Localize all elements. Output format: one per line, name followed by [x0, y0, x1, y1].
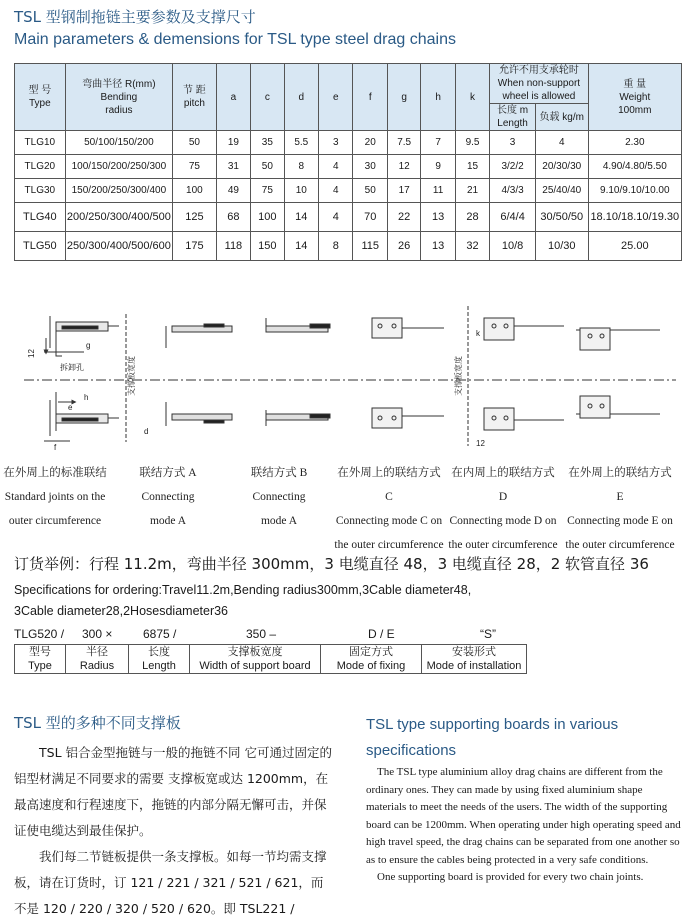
- table-cell: 32: [455, 232, 489, 261]
- field-fixing: 固定方式 Mode of fixing: [321, 645, 422, 674]
- table-cell: 4: [535, 131, 588, 155]
- section-title-en: TSL type supporting boards in various specifications: [366, 716, 619, 759]
- caption-line: the outer circumference: [565, 539, 675, 551]
- table-cell: 4: [319, 203, 353, 232]
- table-cell: 50: [251, 155, 284, 179]
- table-cell: TLG50: [15, 232, 66, 261]
- table-cell: 9.10/9.10/10.00: [588, 179, 681, 203]
- caption-0: [0, 461, 110, 533]
- table-cell: 9.5: [455, 131, 489, 155]
- dim-e: e: [68, 403, 73, 412]
- caption-line: Standard joints on the: [4, 491, 106, 503]
- code-length: 6875 /: [143, 627, 177, 641]
- table-cell: 68: [216, 203, 250, 232]
- connection-diagrams: [14, 296, 682, 456]
- page-title-cn: TSL 型钢制拖链主要参数及支撑尺寸: [14, 8, 256, 26]
- dim-g: g: [86, 341, 91, 350]
- table-cell: 13: [421, 232, 455, 261]
- table-cell: 18.10/18.10/19.30: [588, 203, 681, 232]
- table-cell: 30/50/50: [535, 203, 588, 232]
- table-cell: 50: [173, 131, 217, 155]
- table-cell: 11: [421, 179, 455, 203]
- table-row: [15, 179, 682, 203]
- table-cell: 12: [387, 155, 420, 179]
- page-title-en: Main parameters & demensions for TSL type steel drag chains: [14, 31, 456, 48]
- code-radius: 300 ×: [82, 627, 113, 641]
- table-cell: 200/250/300/400/500: [65, 203, 172, 232]
- header-e: e: [319, 64, 353, 131]
- table-cell: 13: [421, 203, 455, 232]
- header-load: 负载 kg/m: [535, 104, 588, 131]
- table-cell: 10/8: [490, 232, 536, 261]
- table-cell: 10/30: [535, 232, 588, 261]
- table-cell: 175: [173, 232, 217, 261]
- caption-line: the outer circumference: [334, 539, 444, 551]
- table-cell: 26: [387, 232, 420, 261]
- ordering-fields-table: [14, 644, 527, 674]
- table-cell: 2.30: [588, 131, 681, 155]
- table-row: [15, 131, 682, 155]
- dim-12-bottom: 12: [476, 439, 485, 448]
- table-cell: TLG40: [15, 203, 66, 232]
- table-cell: 4/3/3: [490, 179, 536, 203]
- table-cell: 50/100/150/200: [65, 131, 172, 155]
- caption-line: 在外周上的联结方式E: [568, 467, 672, 503]
- table-cell: 19: [216, 131, 250, 155]
- caption-5: [565, 461, 675, 557]
- table-cell: 20: [353, 131, 387, 155]
- caption-1: [113, 461, 223, 533]
- caption-line: Connecting mode E on: [567, 515, 673, 527]
- table-cell: 35: [251, 131, 284, 155]
- table-cell: 118: [216, 232, 250, 261]
- table-cell: 20/30/30: [535, 155, 588, 179]
- table-cell: 4: [319, 155, 353, 179]
- table-cell: 150: [251, 232, 284, 261]
- table-cell: 25/40/40: [535, 179, 588, 203]
- table-row: [15, 232, 682, 261]
- caption-line: Connecting: [141, 491, 195, 503]
- header-weight: 重 量 Weight 100mm: [588, 64, 681, 131]
- caption-line: Connecting mode C on: [335, 515, 443, 527]
- table-cell: 250/300/400/500/600: [65, 232, 172, 261]
- header-type: 型 号 Type: [15, 64, 66, 131]
- ordering-title-cn: 订货举例：行程 11.2m，弯曲半径 300mm，3 电缆直径 48，3 电缆直径 28，2 软管直径 36: [14, 555, 649, 573]
- header-nonsupport: 允许不用支承轮时 When non-support wheel is allowed: [490, 64, 588, 104]
- header-c: c: [251, 64, 284, 131]
- caption-2: [224, 461, 334, 533]
- field-length: 长度 Length: [129, 645, 190, 674]
- table-cell: 10: [284, 179, 318, 203]
- table-cell: 115: [353, 232, 387, 261]
- table-cell: 30: [353, 155, 387, 179]
- hole-label: 拆卸孔: [60, 363, 84, 372]
- field-radius: 半径 Radius: [66, 645, 129, 674]
- table-cell: 31: [216, 155, 250, 179]
- caption-4: [448, 461, 558, 557]
- caption-line: mode A: [149, 515, 187, 527]
- table-row: [15, 203, 682, 232]
- table-cell: 6/4/4: [490, 203, 536, 232]
- header-f: f: [353, 64, 387, 131]
- dim-d: d: [144, 427, 149, 436]
- table-cell: TLG20: [15, 155, 66, 179]
- table-cell: 8: [284, 155, 318, 179]
- table-cell: 100: [251, 203, 284, 232]
- caption-line: Connecting: [252, 491, 306, 503]
- section-body-cn: TSL 铝合金型拖链与一般的拖链不同 它可通过固定的铝型材满足不同要求的需要 支撑板宽或达 1200mm，在最高速度和行程速度下，拖链的内部分隔无懈可击，并保证使电缆达到最佳保护。 我们每二节链板提供一条支撑板。如每一节均需支撑板，请在订货时，订 121 / 221 / 321 / 521 / 621，而不是 120 / 220 / 320 / 520 / 620。即 TSL221 /: [14, 745, 332, 916]
- table-cell: 100: [173, 179, 217, 203]
- header-g: g: [387, 64, 420, 131]
- table-cell: 75: [173, 155, 217, 179]
- caption-line: mode A: [260, 515, 298, 527]
- table-cell: 100/150/200/250/300: [65, 155, 172, 179]
- table-cell: 22: [387, 203, 420, 232]
- table-cell: 49: [216, 179, 250, 203]
- section-title-cn: TSL 型的多种不同支撑板: [14, 714, 181, 732]
- table-cell: 17: [387, 179, 420, 203]
- caption-line: 在内周上的联结方式D: [451, 467, 555, 503]
- caption-line: 联结方式 B: [250, 467, 308, 479]
- table-cell: 75: [251, 179, 284, 203]
- table-cell: 8: [319, 232, 353, 261]
- table-cell: 7.5: [387, 131, 420, 155]
- caption-line: 联结方式 A: [139, 467, 197, 479]
- caption-3: [334, 461, 444, 557]
- table-cell: 3: [490, 131, 536, 155]
- dim-f: f: [54, 443, 57, 452]
- vertical-label-1: 支撑板宽度: [127, 356, 136, 396]
- table-cell: 125: [173, 203, 217, 232]
- vertical-label-2: 支撑板宽度: [454, 356, 463, 396]
- table-cell: 4: [319, 179, 353, 203]
- table-cell: 14: [284, 232, 318, 261]
- table-cell: TLG10: [15, 131, 66, 155]
- table-cell: 21: [455, 179, 489, 203]
- header-pitch: 节 距 pitch: [173, 64, 217, 131]
- table-cell: 4.90/4.80/5.50: [588, 155, 681, 179]
- table-cell: 50: [353, 179, 387, 203]
- header-a: a: [216, 64, 250, 131]
- code-width: 350 –: [246, 627, 277, 641]
- code-installation: “S”: [480, 627, 496, 641]
- header-k: k: [455, 64, 489, 131]
- table-cell: 25.00: [588, 232, 681, 261]
- table-row: [15, 155, 682, 179]
- field-type: 型号 Type: [15, 645, 66, 674]
- caption-line: outer circumference: [8, 515, 102, 527]
- table-cell: 28: [455, 203, 489, 232]
- table-cell: 3: [319, 131, 353, 155]
- dim-h: h: [84, 393, 89, 402]
- table-cell: 3/2/2: [490, 155, 536, 179]
- header-length: 长度 m Length: [490, 104, 536, 131]
- caption-line: 在外周上的标准联结: [3, 467, 107, 479]
- table-cell: 15: [455, 155, 489, 179]
- table-cell: 5.5: [284, 131, 318, 155]
- table-cell: 9: [421, 155, 455, 179]
- header-d: d: [284, 64, 318, 131]
- code-fixing: D / E: [368, 627, 395, 641]
- header-radius: 弯曲半径 R(mm) Bending radius: [65, 64, 172, 131]
- field-width: 支撑板宽度 Width of support board: [190, 645, 321, 674]
- code-type: TLG520 /: [14, 627, 65, 641]
- dim-12-top: 12: [27, 349, 36, 358]
- parameters-table: [14, 63, 682, 261]
- caption-line: 在外周上的联结方式C: [337, 467, 441, 503]
- table-cell: 14: [284, 203, 318, 232]
- table-cell: 70: [353, 203, 387, 232]
- caption-line: Connecting mode D on: [449, 515, 557, 527]
- ordering-spec-en: Specifications for ordering:Travel11.2m,Bending radius300mm,3Cable diameter48, 3Cable diameter28,2Hosesdiameter36: [14, 583, 472, 618]
- dim-k: k: [476, 329, 480, 338]
- section-body-en: The TSL type aluminium alloy drag chains are different from the ordinary ones. They can made by using fixed aluminium shape materials to meet the needs of the users. The width of the supporting board can be 1200mm. When operating under high operating speed and high travel speed, the drag chains can be separated from one another so as to ensure the cables being protected in a very safe conditions. One supporting board is provided for every two chain joints.: [366, 766, 681, 883]
- table-cell: 7: [421, 131, 455, 155]
- caption-line: the outer circumference: [448, 539, 558, 551]
- field-installation: 安装形式 Mode of installation: [422, 645, 527, 674]
- table-cell: 150/200/250/300/400: [65, 179, 172, 203]
- table-cell: TLG30: [15, 179, 66, 203]
- header-h: h: [421, 64, 455, 131]
